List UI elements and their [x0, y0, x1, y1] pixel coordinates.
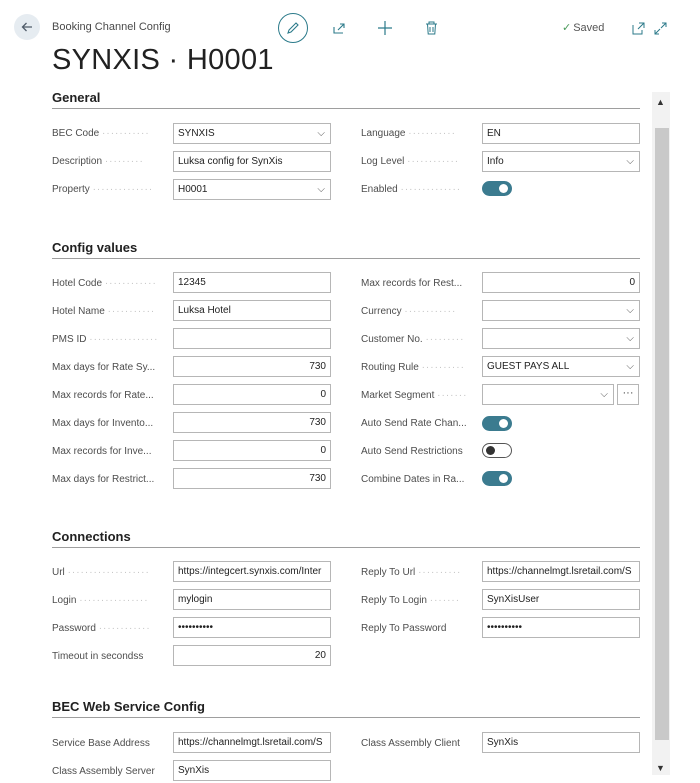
edit-pencil-icon[interactable] [278, 13, 308, 43]
currency-label: Currency ············ [361, 306, 457, 317]
reply-password-label: Reply To Password [361, 623, 447, 634]
chevron-down-icon: ⌵ [626, 305, 634, 316]
chevron-down-icon: ⌵ [600, 389, 608, 400]
top-bar [0, 0, 700, 50]
max-records-rate-label: Max records for Rate... [52, 390, 154, 401]
share-icon[interactable] [325, 14, 353, 42]
routing-rule-label: Routing Rule ·········· [361, 362, 465, 373]
class-assembly-server-input[interactable]: SynXis [173, 760, 331, 781]
form-content [0, 88, 650, 783]
hotel-name-input[interactable]: Luksa Hotel [173, 300, 331, 321]
scrollbar-thumb[interactable] [655, 128, 669, 740]
hotel-name-label: Hotel Name ··········· [52, 306, 156, 317]
chevron-down-icon: ⌵ [626, 361, 634, 372]
checkmark-icon: ✓ [562, 22, 572, 34]
password-label: Password ············ [52, 623, 151, 634]
breadcrumb: Booking Channel Config [52, 21, 171, 33]
log-level-label: Log Level ············ [361, 156, 460, 167]
description-input[interactable]: Luksa config for SynXis [173, 151, 331, 172]
reply-login-label: Reply To Login ······· [361, 595, 461, 606]
section-connections-title[interactable]: Connections [52, 529, 131, 544]
log-level-select[interactable]: Info ⌵ [482, 151, 640, 172]
scroll-up-arrow-icon[interactable]: ▲ [656, 97, 665, 107]
reply-password-input[interactable]: •••••••••• [482, 617, 640, 638]
bec-code-select[interactable]: SYNXIS ⌵ [173, 123, 331, 144]
market-segment-label: Market Segment ······· [361, 390, 468, 401]
class-assembly-client-input[interactable]: SynXis [482, 732, 640, 753]
chevron-down-icon: ⌵ [626, 156, 634, 167]
max-days-rate-label: Max days for Rate Sy... [52, 362, 156, 373]
currency-select[interactable] [482, 300, 640, 321]
service-base-input[interactable]: https://channelmgt.lsretail.com/S [173, 732, 331, 753]
service-base-label: Service Base Address [52, 738, 150, 749]
auto-send-restrictions-toggle[interactable] [482, 443, 512, 458]
reply-login-input[interactable]: SynXisUser [482, 589, 640, 610]
reply-url-label: Reply To Url ·········· [361, 567, 462, 578]
max-records-inventory-label: Max records for Inve... [52, 446, 152, 457]
description-label: Description ········· [52, 156, 144, 167]
section-webservice-title[interactable]: BEC Web Service Config [52, 699, 205, 714]
scroll-down-arrow-icon[interactable]: ▼ [656, 763, 665, 773]
pms-id-label: PMS ID ················ [52, 334, 159, 345]
expand-icon[interactable] [646, 14, 674, 42]
max-days-inventory-label: Max days for Invento... [52, 418, 154, 429]
customer-no-label: Customer No. ········· [361, 334, 465, 345]
combine-dates-label: Combine Dates in Ra... [361, 474, 465, 485]
plus-icon[interactable] [371, 14, 399, 42]
market-segment-select[interactable] [482, 384, 614, 405]
divider [52, 258, 640, 259]
language-label: Language ··········· [361, 128, 456, 139]
max-days-inventory-input[interactable]: 730 [173, 412, 331, 433]
login-label: Login ················ [52, 595, 149, 606]
pms-id-input[interactable] [173, 328, 331, 349]
section-general-title[interactable]: General [52, 90, 101, 105]
property-label: Property ·············· [52, 184, 154, 195]
delete-icon[interactable] [417, 14, 445, 42]
saved-status [562, 21, 604, 34]
auto-send-restrictions-label: Auto Send Restrictions [361, 446, 463, 457]
class-assembly-server-label: Class Assembly Server [52, 766, 155, 777]
page-title: SYNXIS · H0001 [52, 44, 274, 76]
auto-send-rate-toggle[interactable] [482, 416, 512, 431]
auto-send-rate-label: Auto Send Rate Chan... [361, 418, 467, 429]
bec-code-label: BEC Code ··········· [52, 128, 150, 139]
hotel-code-input[interactable]: 12345 [173, 272, 331, 293]
routing-rule-select[interactable]: GUEST PAYS ALL ⌵ [482, 356, 640, 377]
saved-label: Saved [573, 22, 605, 34]
property-select[interactable]: H0001 ⌵ [173, 179, 331, 200]
max-records-rest-input[interactable]: 0 [482, 272, 640, 293]
chevron-down-icon: ⌵ [626, 333, 634, 344]
max-days-restrict-label: Max days for Restrict... [52, 474, 155, 485]
timeout-label: Timeout in secondss [52, 651, 144, 662]
url-label: Url ··················· [52, 567, 150, 578]
max-records-rest-label: Max records for Rest... [361, 278, 463, 289]
chevron-down-icon: ⌵ [317, 128, 325, 139]
divider [52, 108, 640, 109]
language-input[interactable]: EN [482, 123, 640, 144]
hotel-code-label: Hotel Code ············ [52, 278, 157, 289]
market-segment-lookup-button[interactable]: ··· [617, 384, 639, 405]
back-arrow-icon[interactable] [14, 14, 40, 40]
enabled-toggle[interactable] [482, 181, 512, 196]
max-days-rate-input[interactable]: 730 [173, 356, 331, 377]
chevron-down-icon: ⌵ [317, 184, 325, 195]
divider [52, 717, 640, 718]
combine-dates-toggle[interactable] [482, 471, 512, 486]
url-input[interactable]: https://integcert.synxis.com/Inter [173, 561, 331, 582]
enabled-label: Enabled ·············· [361, 184, 462, 195]
timeout-input[interactable]: 20 [173, 645, 331, 666]
max-records-inventory-input[interactable]: 0 [173, 440, 331, 461]
class-assembly-client-label: Class Assembly Client [361, 738, 460, 749]
section-config-title[interactable]: Config values [52, 240, 138, 255]
password-input[interactable]: •••••••••• [173, 617, 331, 638]
max-days-restrict-input[interactable]: 730 [173, 468, 331, 489]
reply-url-input[interactable]: https://channelmgt.lsretail.com/S [482, 561, 640, 582]
customer-no-select[interactable] [482, 328, 640, 349]
divider [52, 547, 640, 548]
login-input[interactable]: mylogin [173, 589, 331, 610]
max-records-rate-input[interactable]: 0 [173, 384, 331, 405]
